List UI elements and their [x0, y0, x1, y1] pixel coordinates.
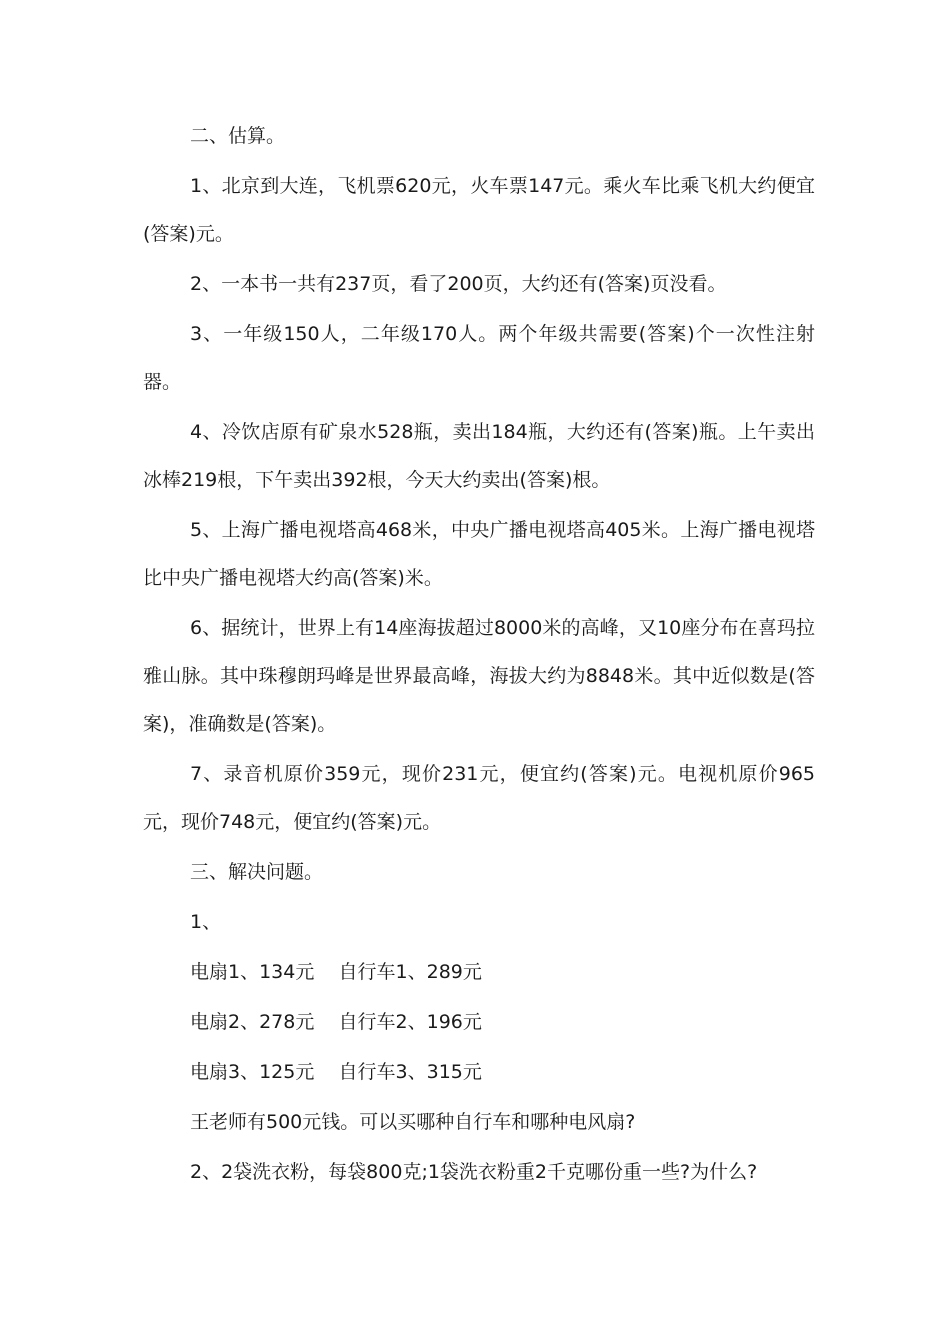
price-row: 电扇2、278元 自行车2、196元 [190, 1011, 482, 1033]
question-2-5: 5、上海广播电视塔高468米，中央广播电视塔高405米。上海广播电视塔比中央广播电视塔大约高(答案)米。 [143, 519, 815, 589]
section-heading-problem-solving: 三、解决问题。 [190, 861, 324, 883]
question-3-1-label: 1、 [190, 911, 222, 933]
question-2-7: 7、录音机原价359元，现价231元，便宜约(答案)元。电视机原价965元，现价748元，便宜约(答案)元。 [143, 763, 815, 833]
question-3-1-text: 王老师有500元钱。可以买哪种自行车和哪种电风扇? [190, 1111, 636, 1133]
question-2-4: 4、冷饮店原有矿泉水528瓶，卖出184瓶，大约还有(答案)瓶。上午卖出冰棒219根，下午卖出392根，今天大约卖出(答案)根。 [143, 421, 815, 491]
question-2-2: 2、一本书一共有237页，看了200页，大约还有(答案)页没看。 [190, 273, 727, 295]
section-heading-estimation: 二、估算。 [190, 125, 286, 147]
price-row: 电扇1、134元 自行车1、289元 [190, 961, 482, 983]
question-3-2: 2、2袋洗衣粉，每袋800克;1袋洗衣粉重2千克哪份重一些?为什么? [190, 1161, 758, 1183]
question-2-6: 6、据统计，世界上有14座海拔超过8000米的高峰，又10座分布在喜玛拉雅山脉。其中珠穆朗玛峰是世界最高峰，海拔大约为8848米。其中近似数是(答案)，准确数是(答案)。 [143, 617, 815, 735]
question-2-1: 1、北京到大连，飞机票620元，火车票147元。乘火车比乘飞机大约便宜(答案)元。 [143, 175, 815, 245]
question-2-3: 3、一年级150人，二年级170人。两个年级共需要(答案)个一次性注射器。 [143, 323, 815, 393]
document-body [143, 112, 815, 1198]
price-row: 电扇3、125元 自行车3、315元 [190, 1061, 482, 1083]
